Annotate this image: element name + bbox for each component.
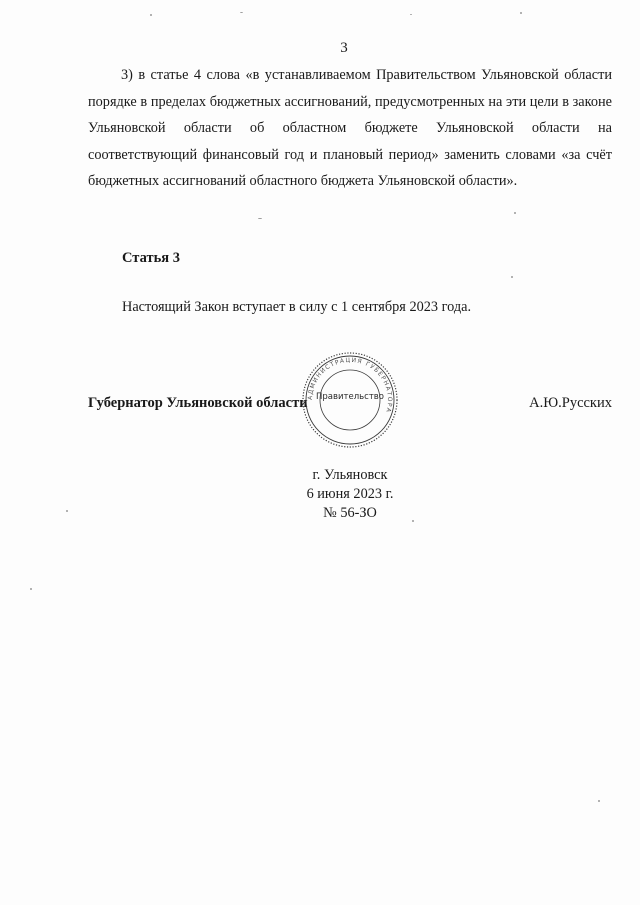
scan-speck — [66, 510, 68, 512]
scan-speck — [240, 12, 243, 13]
scan-speck — [410, 14, 412, 15]
amendment-paragraph: 3) в статье 4 слова «в устанавливаемом Правительством Ульяновской области порядке в пределах бюджетных ассигнований, предусмотренных на эти цели в законе Ульяновской области об областном бюджете Ульяновской области на соответствующий финансовый год и плановый период» заменить словами «за счёт бюджетных ассигнований областного бюджета Ульяновской области». — [88, 67, 612, 190]
signatory-title: Губернатор Ульяновской области — [88, 395, 308, 411]
city: г. Ульяновск — [312, 467, 388, 483]
signatory-name: А.Ю.Русских — [529, 395, 612, 411]
law-number: № 56-ЗО — [323, 505, 377, 521]
stamp-ring-text: АДМИНИСТРАЦИЯ ГУБЕРНАТОРА — [306, 356, 394, 414]
scan-speck — [150, 14, 152, 16]
svg-text:АДМИНИСТРАЦИЯ ГУБЕРНАТОРА — [307, 357, 393, 414]
scan-speck — [258, 218, 262, 219]
article-text: Настоящий Закон вступает в силу с 1 сентября 2023 года. — [122, 299, 472, 315]
scan-speck — [598, 800, 600, 802]
page-number: 3 — [340, 40, 348, 56]
article-heading: Статья 3 — [122, 250, 180, 266]
scan-speck — [520, 12, 522, 14]
scan-speck — [514, 212, 516, 214]
official-stamp — [300, 350, 400, 450]
scan-speck — [511, 276, 513, 278]
stamp-center-text: Правительство — [316, 392, 384, 402]
place-date-block — [250, 466, 450, 523]
enactment-date: 6 июня 2023 г. — [306, 486, 394, 502]
scan-speck — [412, 520, 414, 522]
scan-speck — [30, 588, 32, 590]
